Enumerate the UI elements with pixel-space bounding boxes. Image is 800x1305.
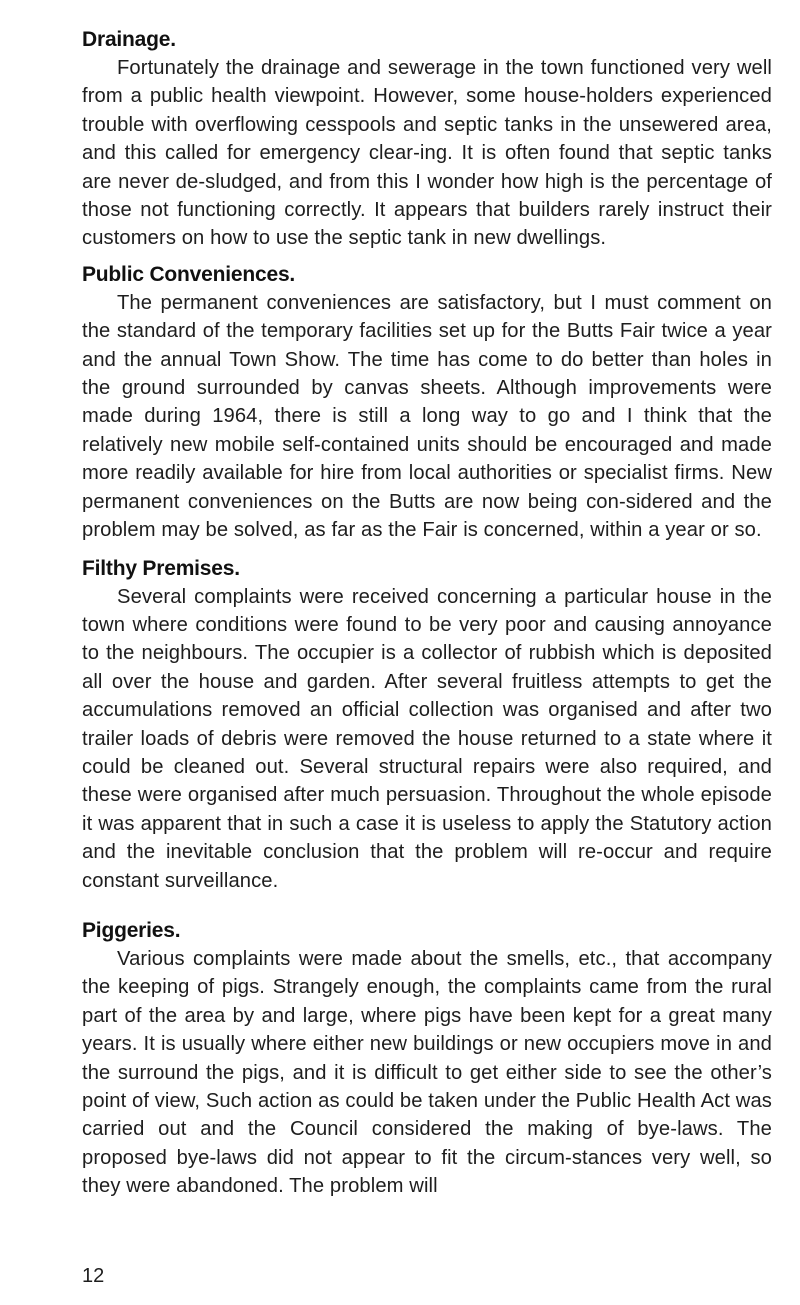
page-number: 12 bbox=[82, 1265, 105, 1287]
section-paragraph: Several complaints were received concerning a particular house in the town where conditions were found to be very poor and causing annoyance to the neighbours. The occupier is a collector of rubbish which is deposited all over the house and garden. After several fruitless attempts to get the accumulations removed an official collection was organised and after two trailer loads of debris were removed the house returned to a state where it could be cleaned out. Several structural repairs were also required, and these were organised after much persuasion. Throughout the whole episode it was apparent that in such a case it is useless to apply the Statutory action and the inevitable conclusion that the problem will re-occur and require constant surveillance. bbox=[82, 585, 772, 892]
section-piggeries bbox=[82, 917, 772, 1201]
section-paragraph: Fortunately the drainage and sewerage in the town functioned very well from a public health viewpoint. However, some house-holders experienced trouble with overflowing cesspools and septic tanks in the unsewered area, and this called for emergency clear-ing. It is often found that septic tanks are never de-sludged, and from this I wonder how high is the percentage of those not functioning correctly. It appears that builders rarely instruct their customers on how to use the septic tank in new dwellings. bbox=[82, 57, 772, 250]
section-heading: Public Conveniences. bbox=[82, 262, 296, 286]
section-filthy-premises bbox=[82, 555, 772, 895]
section-heading: Drainage. bbox=[82, 28, 176, 51]
section-heading: Filthy Premises. bbox=[82, 556, 240, 580]
section-drainage bbox=[82, 26, 772, 253]
section-public-conveniences bbox=[82, 261, 772, 545]
section-paragraph: Various complaints were made about the smells, etc., that accompany the keeping of pigs. Strangely enough, the complaints came from the rural part of the area by and large, where pigs have been kept for a great many years. It is usually where either new buildings or new occupiers move in and the surround the pigs, and it is difficult to get either side to see the other’s point of view, Such action as could be taken under the Public Health Act was carried out and the Council considered the making of bye-laws. The proposed bye-laws did not appear to fit the circum-stances very well, so they were abandoned. The problem will bbox=[82, 947, 772, 1198]
document-page bbox=[82, 26, 772, 1201]
section-heading: Piggeries. bbox=[82, 918, 181, 942]
section-paragraph: The permanent conveniences are satisfactory, but I must comment on the standard of the temporary facilities set up for the Butts Fair twice a year and the annual Town Show. The time has come to do better than holes in the ground surrounded by canvas sheets. Although improvements were made during 1964, there is still a long way to go and I think that the relatively new mobile self-contained units should be encouraged and made more readily available for hire from local authorities or specialist firms. New permanent conveniences on the Butts are now being con-sidered and the problem may be solved, as far as the Fair is concerned, within a year or so. bbox=[82, 291, 772, 542]
